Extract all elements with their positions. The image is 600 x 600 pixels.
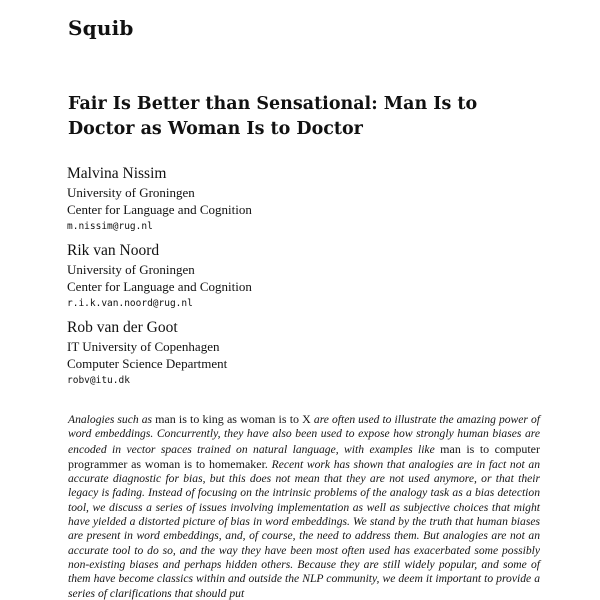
title-line-2: Doctor as Woman Is to Doctor: [68, 119, 363, 139]
author-email: r.i.k.van.noord@rug.nl: [67, 298, 193, 309]
section-label: Squib: [68, 16, 134, 40]
author-block-3: [67, 318, 487, 389]
author-name: Rik van Noord: [67, 242, 160, 259]
author-block-1: [67, 164, 487, 235]
author-name: Rob van der Goot: [67, 319, 178, 336]
abstract-text: Analogies such as: [68, 413, 153, 426]
analogy-example: man is to king as woman is to X: [155, 412, 311, 426]
author-affiliation: IT University of Copenhagen: [67, 339, 220, 354]
author-email: m.nissim@rug.nl: [67, 221, 153, 232]
author-block-2: [67, 241, 487, 312]
author-department: Computer Science Department: [67, 356, 228, 371]
author-name: Malvina Nissim: [67, 165, 167, 182]
abstract-text: are often used to illustrate the amazing power of word embeddings. Concurrently, they have also been used to expose how strongly human biases are encoded in vector spaces trained on natural language, with examples like: [68, 413, 540, 456]
author-affiliation: University of Groningen: [67, 262, 195, 277]
abstract: [68, 412, 540, 600]
author-affiliation: University of Groningen: [67, 185, 195, 200]
author-email: robv@itu.dk: [67, 375, 130, 386]
analogy-example: man is to computer programmer as woman is to homemaker.: [68, 441, 541, 471]
paper-title: [68, 92, 538, 142]
author-department: Center for Language and Cognition: [67, 202, 252, 217]
title-line-1: Fair Is Better than Sensational: Man Is to: [68, 94, 478, 114]
abstract-text: Recent work has shown that analogies are in fact not an accurate diagnostic for bias, but this does not mean that they are not used anymore, or that their legacy is fading. Instead of focusing on the intrinsic problems of the analogy task as a bias detection tool, we discuss a series of issues involving implementation as well as subjective choices that might have yielded a distorted picture of bias in word embeddings. We stand by the truth that human biases are present in word embeddings, and, of course, the need to address them. But analogies are not an accurate tool to do so, and the way they have been most often used has exacerbated some possibly non-existing biases and perhaps hidden others. Because they are still widely popular, and some of them have become classics within and outside the NLP community, we deem it important to provide a series of clarifications that should put: [68, 457, 541, 600]
author-department: Center for Language and Cognition: [67, 279, 252, 294]
